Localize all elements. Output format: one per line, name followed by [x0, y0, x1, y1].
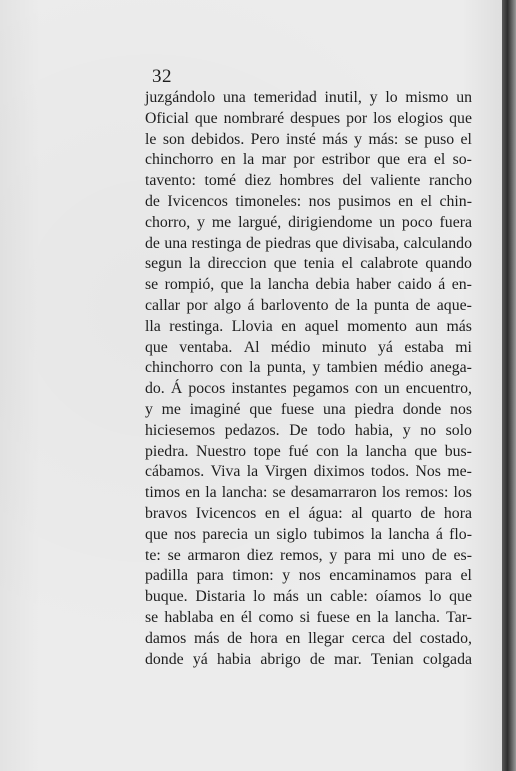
text-line: padilla para timon: y nos encaminamos para el: [145, 567, 472, 585]
book-gutter: [502, 0, 516, 771]
text-line: damos más de hora en llegar cerca del costado,: [145, 629, 472, 647]
text-line: se hablaba en él como si fuese en la lancha. Tar-: [145, 608, 472, 626]
text-line: callar por algo á barlovento de la punta de aque-: [145, 296, 472, 314]
text-line: tavento: tomé diez hombres del valiente rancho: [145, 172, 472, 190]
text-line: que nos parecia un siglo tubimos la lancha á flo-: [145, 525, 472, 543]
text-line: buque. Distaria lo más un cable: oíamos lo que: [145, 588, 472, 606]
text-line: do. Á pocos instantes pegamos con un encuentro,: [145, 380, 472, 398]
text-line: chinchorro con la punta, y tambien médio anega-: [145, 359, 472, 377]
text-line: se rompió, que la lancha debia haber caido á en-: [145, 276, 472, 294]
text-line: de una restinga de piedras que divisaba, calculando: [145, 234, 472, 252]
text-line: bravos Ivicencos en el água: al quarto de hora: [145, 504, 472, 522]
text-line: que ventaba. Al médio minuto yá estaba mi: [145, 338, 472, 356]
text-line: y me imaginé que fuese una piedra donde nos: [145, 400, 472, 418]
text-line: piedra. Nuestro tope fué con la lancha que bus-: [145, 442, 472, 460]
text-line: segun la direccion que tenia el calabrote quando: [145, 255, 472, 273]
text-line: hiciesemos pedazos. De todo habia, y no solo: [145, 421, 472, 439]
page-number: 32: [152, 66, 172, 87]
text-line: cábamos. Viva la Virgen diximos todos. Nos me-: [145, 463, 472, 481]
text-line: lla restinga. Llovia en aquel momento aun más: [145, 317, 472, 335]
text-line: te: se armaron diez remos, y para mi uno de es-: [145, 546, 472, 564]
text-line: le son debidos. Pero insté más y más: se puso el: [145, 130, 472, 148]
body-text: [145, 88, 472, 670]
text-line: chinchorro en la mar por estribor que era el so-: [145, 151, 472, 169]
text-line: Oficial que nombraré despues por los elogios que: [145, 109, 472, 127]
text-line: de Ivicencos timoneles: nos pusimos en el chin-: [145, 192, 472, 210]
text-line: timos en la lancha: se desamarraron los remos: los: [145, 484, 472, 502]
text-line: chorro, y me largué, dirigiendome un poco fuera: [145, 213, 472, 231]
text-line: juzgándolo una temeridad inutil, y lo mismo un: [145, 89, 472, 106]
text-line: donde yá habia abrigo de mar. Tenian colgada: [145, 650, 472, 668]
